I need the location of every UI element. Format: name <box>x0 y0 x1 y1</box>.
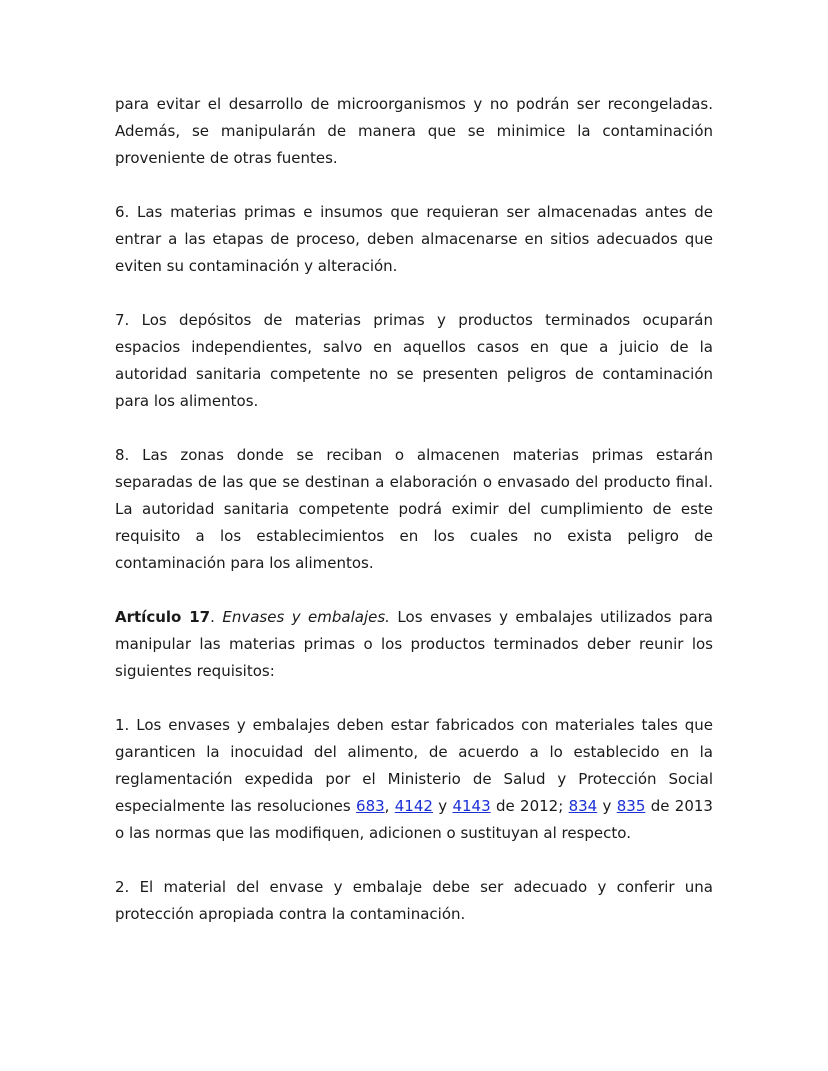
article-label: Artículo 17 <box>115 608 211 626</box>
requirement-item-2: 2. El material del envase y embalaje debe ser adecuado y conferir una protección apropiada contra la contaminación. <box>115 878 713 923</box>
article-period: . <box>210 608 223 626</box>
item1-text-after: de 2013 o las normas que las modifiquen, adicionen o sustituyan al respecto. <box>115 797 713 842</box>
item1-sep-2: y <box>432 797 453 815</box>
resolution-link-835[interactable]: 835 <box>616 797 646 815</box>
resolution-link-4143[interactable]: 4143 <box>452 797 491 815</box>
item1-sep-3: de 2012; <box>490 797 569 815</box>
document-page <box>115 91 713 928</box>
paragraph-item-7: 7. Los depósitos de materias primas y productos terminados ocuparán espacios independientes, salvo en aquellos casos en que a juicio de la autoridad sanitaria competente no se presenten peligros de contaminación para los alimentos. <box>115 311 713 410</box>
paragraph-item-8: 8. Las zonas donde se reciban o almacenen materias primas estarán separadas de las que se destinan a elaboración o envasado del producto final. La autoridad sanitaria competente podrá eximir del cumplimiento de este requisito a los establecimientos en los cuales no exista peligro de contaminación para los alimentos. <box>115 446 713 572</box>
item1-sep-1: , <box>384 797 395 815</box>
paragraph-item-6: 6. Las materias primas e insumos que requieran ser almacenadas antes de entrar a las etapas de proceso, deben almacenarse en sitios adecuados que eviten su contaminación y alteración. <box>115 203 713 275</box>
requirement-item-1 <box>115 712 713 847</box>
resolution-link-683[interactable]: 683 <box>356 797 385 815</box>
item1-sep-4: y <box>597 797 617 815</box>
paragraph-continuation: para evitar el desarrollo de microorganismos y no podrán ser recongeladas. Además, se manipularán de manera que se minimice la contaminación proveniente de otras fuentes. <box>115 95 713 167</box>
article-subtitle: Envases y embalajes. <box>222 608 390 626</box>
article-intro: Los envases y embalajes utilizados para manipular las materias primas o los productos terminados deber reunir los siguientes requisitos: <box>115 608 714 680</box>
item1-text-before: 1. Los envases y embalajes deben estar fabricados con materiales tales que garanticen la inocuidad del alimento, de acuerdo a lo establecido en la reglamentación expedida por el Ministerio de Salud y Protección Social especialmente las resoluciones <box>115 716 713 815</box>
article-17-paragraph <box>115 604 713 685</box>
resolution-link-4142[interactable]: 4142 <box>394 797 433 815</box>
resolution-link-834[interactable]: 834 <box>568 797 598 815</box>
